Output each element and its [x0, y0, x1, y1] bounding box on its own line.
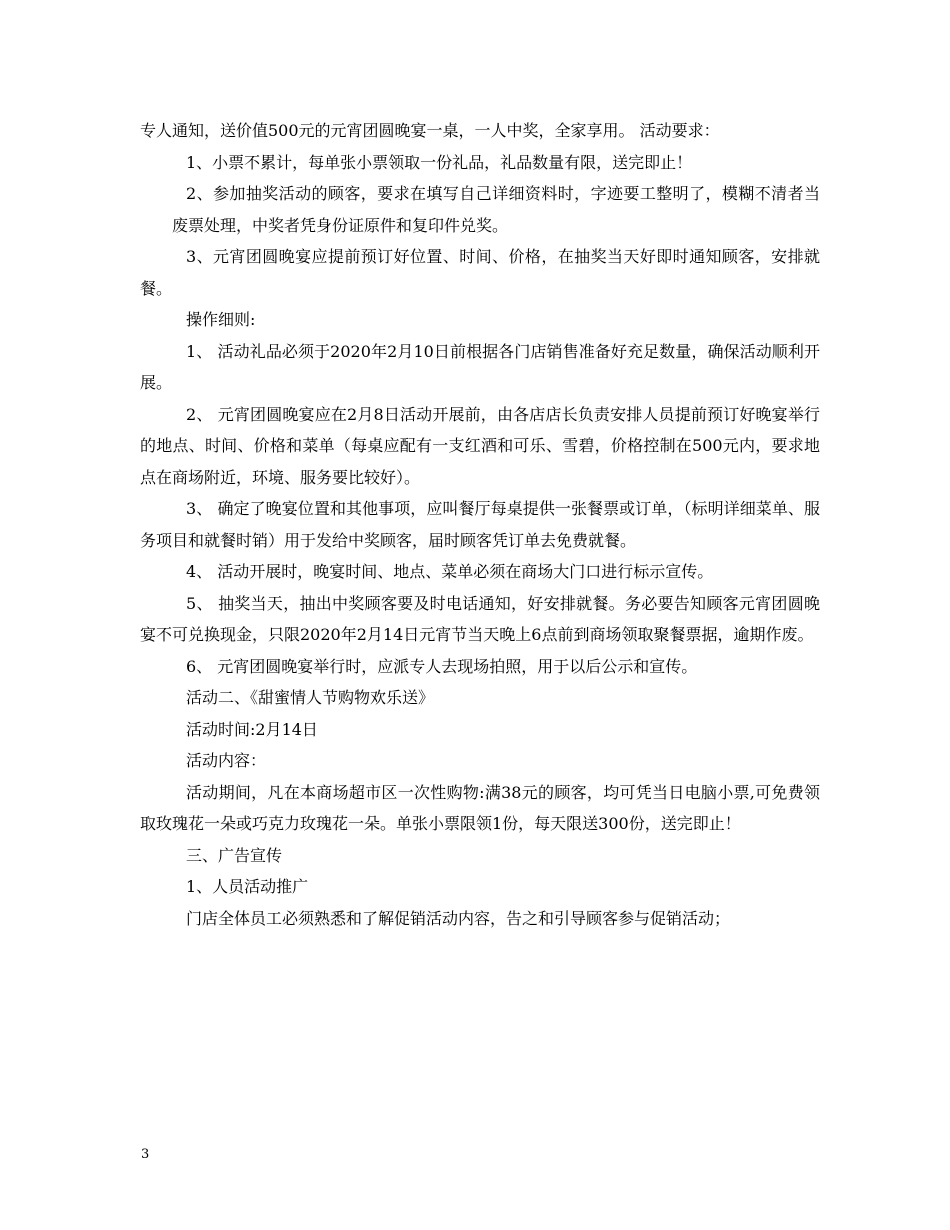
page-number: 3	[141, 1147, 150, 1162]
paragraph-staff-promotion: 门店全体员工必须熟悉和了解促销活动内容，告之和引导顾客参与促销活动；	[186, 908, 731, 928]
paragraph-rule-3: 3、 确定了晚宴位置和其他事项，应叫餐厅每桌提供一张餐票或订单，（标明详细菜单、服务项目和就餐时销）用于发给中奖顾客，届时顾客凭订单去免费就餐。	[140, 499, 820, 550]
paragraph-requirement-3: 3、元宵团圆晚宴应提前预订好位置、时间、价格，在抽奖当天好即时通知顾客，安排就餐。	[140, 247, 820, 298]
paragraph-section-3-heading: 三、广告宣传	[186, 845, 283, 865]
document-body	[140, 115, 820, 934]
paragraph-rule-4: 4、 活动开展时，晚宴时间、地点、菜单必须在商场大门口进行标示宣传。	[186, 562, 714, 581]
paragraph-rule-1: 1、 活动礼品必须于2020年2月10日前根据各门店销售准备好充足数量，确保活动顺利开展。	[140, 341, 820, 392]
paragraph-rule-2: 2、 元宵团圆晚宴应在2月8日活动开展前，由各店店长负责安排人员提前预订好晚宴举行的地点、时间、价格和菜单（每桌应配有一支红酒和可乐、雪碧，价格控制在500元内，要求地点在商场附近，环境、服务要比较好）。	[140, 404, 820, 487]
paragraph-activity-2-content: 活动期间，凡在本商场超市区一次性购物:满38元的顾客，均可凭当日电脑小票,可免费领取玫瑰花一朵或巧克力玫瑰花一朵。单张小票限领1份，每天限送300份，送完即止！	[140, 782, 820, 833]
paragraph-staff-promotion-heading: 1、人员活动推广	[186, 877, 309, 896]
paragraph-activity-2-time: 活动时间:2月14日	[186, 719, 318, 739]
paragraph-rule-5: 5、 抽奖当天，抽出中奖顾客要及时电话通知，好安排就餐。务必要告知顾客元宵团圆晚宴不可兑换现金，只限2020年2月14日元宵节当天晚上6点前到商场领取聚餐票据，逾期作废。	[140, 593, 820, 644]
paragraph-requirement-2: 2、参加抽奖活动的顾客，要求在填写自己详细资料时，字迹要工整明了，模糊不清者当废票处理，中奖者凭身份证原件和复印件兑奖。	[172, 184, 820, 235]
paragraph-intro-continuation: 专人通知，送价值500元的元宵团圆晚宴一桌，一人中奖，全家享用。 活动要求：	[140, 121, 720, 140]
paragraph-rule-6: 6、 元宵团圆晚宴举行时，应派专人去现场拍照，用于以后公示和宣传。	[186, 656, 698, 676]
paragraph-rules-heading: 操作细则:	[186, 310, 256, 329]
paragraph-requirement-1: 1、小票不累计，每单张小票领取一份礼品，礼品数量有限，送完即止！	[186, 152, 693, 172]
paragraph-activity-2-content-heading: 活动内容：	[186, 751, 267, 770]
paragraph-activity-2-title: 活动二、《甜蜜情人节购物欢乐送》	[186, 688, 435, 707]
